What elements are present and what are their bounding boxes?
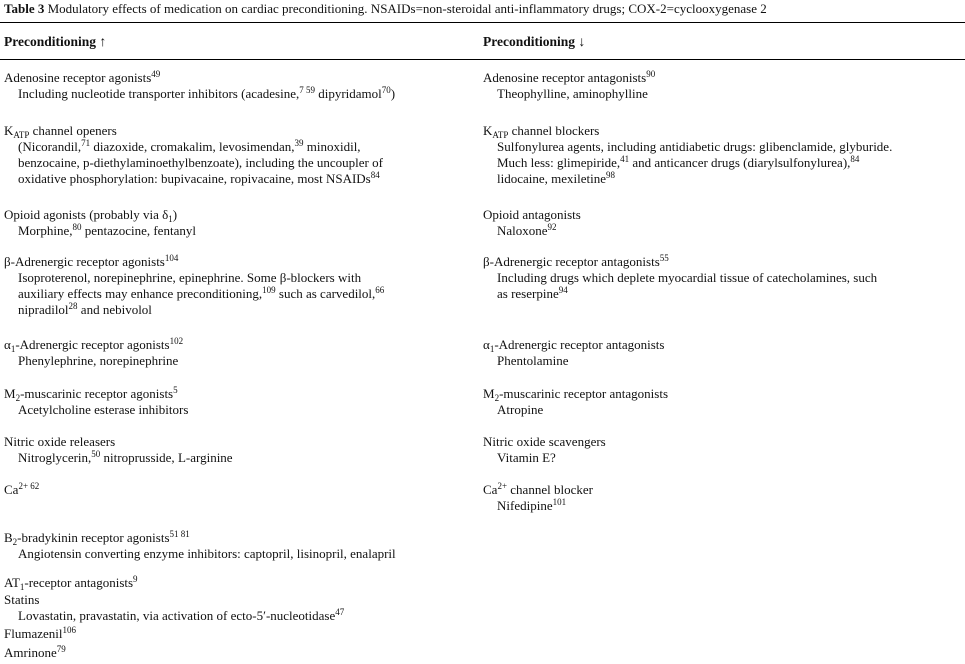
entry-detail: Nitroglycerin,$^{50}$ nitroprusside, L-arginine	[18, 449, 233, 465]
entry-detail: nipradilol$^{28}$ and nebivolol	[18, 301, 152, 317]
entry-opioid-antagonists	[483, 207, 581, 239]
entry-detail: Much less: glimepiride,$^{41}$ and anticancer drugs (diarylsulfonylurea),$^{84}$	[497, 154, 860, 170]
entry-statins	[4, 592, 344, 624]
entry-detail: oxidative phosphorylation: bupivacaine, ropivacaine, most NSAIDs$^{84}$	[18, 170, 380, 186]
entry-detail: Lovastatin, pravastatin, via activation of ecto-5′-nucleotidase$^{47}$	[18, 607, 345, 623]
entry-heading: $AT_1$-receptor antagonists$^9$	[4, 574, 138, 592]
entry-m2-antagonists	[483, 386, 668, 418]
entry-nitric-oxide-scavengers	[483, 434, 606, 466]
entry-heading: Nitric oxide scavengers	[483, 434, 606, 449]
column-header-increase	[4, 34, 106, 51]
entry-heading: $K_{ATP}$ channel openers	[4, 123, 117, 140]
entry-katp-blockers	[483, 123, 892, 187]
down-arrow-icon: ↓	[578, 35, 586, 50]
entry-detail: Isoproterenol, norepinephrine, epinephrine. Some β-blockers with	[18, 270, 362, 285]
table-caption	[4, 1, 962, 17]
entry-adenosine-antagonists	[483, 70, 655, 102]
entry-adenosine-agonists	[4, 70, 395, 102]
entry-heading: $\alpha_1$-Adrenergic receptor agonists$^{102}$	[4, 336, 184, 354]
caption-text: Modulatory effects of medication on cardiac preconditioning. NSAIDs=non-steroidal anti-inflammatory drugs; COX-2=cyclooxygenase 2	[47, 1, 767, 16]
column-header-label: Preconditioning	[483, 34, 576, 49]
entry-heading: $B_2$-bradykinin receptor agonists$^{51 81}$	[4, 529, 190, 547]
entry-heading: $Ca^{2+}$ channel blocker	[483, 481, 593, 497]
entry-katp-openers	[4, 123, 383, 187]
entry-detail: benzocaine, p-diethylaminoethylbenzoate), including the uncoupler of	[18, 155, 383, 170]
entry-detail: Naloxone$^{92}$	[497, 222, 557, 238]
entry-nitric-oxide-releasers	[4, 434, 233, 466]
entry-amrinone	[4, 645, 66, 661]
column-header-label: Preconditioning	[4, 34, 97, 49]
entry-heading: β-Adrenergic receptor antagonists$^{55}$	[483, 253, 669, 269]
entry-detail: lidocaine, mexiletine$^{98}$	[497, 170, 616, 186]
entry-m2-agonists	[4, 386, 188, 418]
entry-beta-antagonists	[483, 254, 877, 302]
entry-alpha-agonists	[4, 337, 183, 369]
entry-detail: Morphine,$^{80}$ pentazocine, fentanyl	[18, 222, 196, 238]
entry-heading: $M_2$-muscarinic receptor agonists$^5$	[4, 385, 178, 403]
entry-heading: Amrinone$^{79}$	[4, 644, 66, 660]
entry-heading: Statins	[4, 592, 40, 607]
top-rule	[0, 22, 965, 23]
entry-heading: Nitric oxide releasers	[4, 434, 116, 449]
entry-detail: Sulfonylurea agents, including antidiabetic drugs: glibenclamide, glyburide.	[497, 139, 893, 154]
entry-heading: $Ca^{2+ 62}$	[4, 481, 40, 497]
entry-heading: Opioid antagonists	[483, 207, 581, 222]
entry-heading: Adenosine receptor agonists$^{49}$	[4, 69, 161, 85]
entry-detail: Acetylcholine esterase inhibitors	[18, 402, 189, 417]
column-header-decrease	[483, 34, 585, 51]
entry-heading: β-Adrenergic receptor agonists$^{104}$	[4, 253, 179, 269]
entry-detail: Angiotensin converting enzyme inhibitors: captopril, lisinopril, enalapril	[18, 546, 396, 561]
entry-detail: Vitamin E?	[497, 450, 556, 465]
entry-calcium-channel-blocker	[483, 482, 593, 514]
entry-heading: $\alpha_1$-Adrenergic receptor antagonists	[483, 337, 665, 354]
entry-beta-agonists	[4, 254, 384, 318]
entry-heading: $M_2$-muscarinic receptor antagonists	[483, 386, 668, 403]
entry-heading: $K_{ATP}$ channel blockers	[483, 123, 600, 140]
entry-detail: Phentolamine	[497, 353, 569, 368]
entry-b2-bradykinin-agonists	[4, 530, 396, 562]
header-rule	[0, 59, 965, 60]
entry-detail: Theophylline, aminophylline	[497, 86, 648, 101]
entry-detail: Atropine	[497, 402, 544, 417]
entry-heading: Flumazenil$^{106}$	[4, 625, 76, 641]
entry-detail: as reserpine$^{94}$	[497, 285, 568, 301]
entry-detail: Phenylephrine, norepinephrine	[18, 353, 179, 368]
entry-detail: (Nicorandil,$^{71}$ diazoxide, cromakalim, levosimendan,$^{39}$ minoxidil,	[18, 138, 361, 154]
entry-calcium	[4, 482, 39, 498]
entry-detail: auxiliary effects may enhance preconditioning,$^{109}$ such as carvedilol,$^{66}$	[18, 285, 385, 301]
entry-flumazenil	[4, 626, 76, 642]
entry-detail: Including drugs which deplete myocardial tissue of catecholamines, such	[497, 270, 878, 285]
entry-detail: Including nucleotide transporter inhibitors (acadesine,$^{7 59}$ dipyridamol$^{70}$)	[18, 85, 396, 101]
entry-alpha-antagonists	[483, 337, 664, 369]
entry-opioid-agonists	[4, 207, 196, 239]
entry-heading: Opioid agonists (probably via $\delta_1$)	[4, 207, 178, 224]
up-arrow-icon: ↑	[99, 35, 107, 50]
entry-heading: Adenosine receptor antagonists$^{90}$	[483, 69, 656, 85]
table-label: Table 3	[4, 1, 45, 16]
entry-detail: Nifedipine$^{101}$	[497, 497, 567, 513]
entry-at1-antagonists	[4, 575, 138, 591]
